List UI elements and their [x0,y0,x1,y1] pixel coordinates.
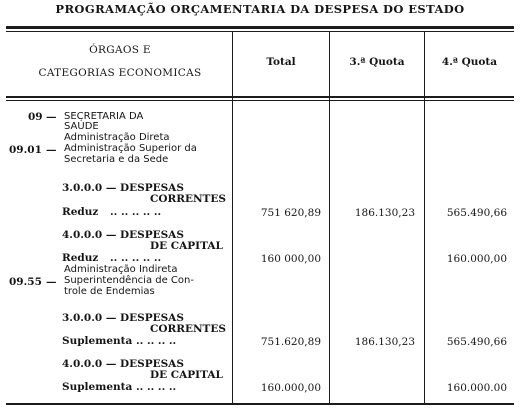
leader-dots: .. .. .. .. .. [110,206,162,218]
quota-4-value: 160.000.00 [446,382,507,394]
top-rule-thin [6,31,514,32]
header-categorias: CATEGORIAS ECONOMICAS [38,67,202,79]
org-name-line2: SAÚDE [64,121,99,132]
header-total: Total [266,56,296,68]
category-name: CORRENTES [150,323,226,335]
total-value: 160.000,00 [260,382,321,394]
top-rule-thick [6,26,514,29]
header-quota-3: 3.ª Quota [349,56,405,68]
header-rule-thin [6,100,514,101]
total-value: 160 000,00 [260,253,321,265]
line-label: Reduz [62,252,99,264]
line-label: Reduz [62,206,99,218]
unit-name-line1: Administração Superior da [64,143,197,154]
category-name: CORRENTES [150,193,226,205]
total-value: 751 620,89 [260,207,321,219]
category-code: 4.0.0.0 — DESPESAS [62,229,184,241]
admin-direta-label: Administração Direta [64,132,170,143]
unit-name-line2: Secretaria e da Sede [64,154,169,165]
org-code: 09 [28,111,43,123]
org-dash: — [46,111,57,123]
unit-dash: — [46,276,57,288]
admin-indireta-label: Administração Indireta [64,264,178,275]
header-rule-thick [6,96,514,98]
category-code: 3.0.0.0 — DESPESAS [62,312,184,324]
category-name: DE CAPITAL [150,369,223,381]
quota-4-value: 565.490,66 [446,207,507,219]
leader-dots: .. .. .. .. [136,335,177,347]
leader-dots: .. .. .. .. .. [110,252,162,264]
header-quota-4: 4.ª Quota [441,56,498,68]
bottom-rule [6,403,514,405]
document-title: PROGRAMAÇÃO ORÇAMENTARIA DA DESPESA DO ESTADO [55,2,465,16]
header-orgaos: ÓRGAOS E [89,44,151,56]
unit-code: 09.55 [9,276,42,288]
category-code: 3.0.0.0 — DESPESAS [62,182,184,194]
leader-dots: .. .. .. .. [136,381,177,393]
unit-code: 09.01 [9,144,42,156]
unit-dash: — [46,144,57,156]
total-value: 751.620,89 [260,336,321,348]
org-name-line1: SECRETARIA DA [64,111,144,122]
unit-name-line1: Superintendência de Con- [64,275,194,286]
unit-name-line2: trole de Endemias [64,286,155,297]
quota-3-value: 186.130,23 [354,207,415,219]
category-name: DE CAPITAL [150,240,223,252]
quota-4-value: 565.490,66 [446,336,507,348]
quota-4-value: 160.000,00 [446,253,507,265]
quota-3-value: 186.130,23 [354,336,415,348]
line-label: Suplementa [62,381,133,393]
category-code: 4.0.0.0 — DESPESAS [62,358,184,370]
line-label: Suplementa [62,335,133,347]
